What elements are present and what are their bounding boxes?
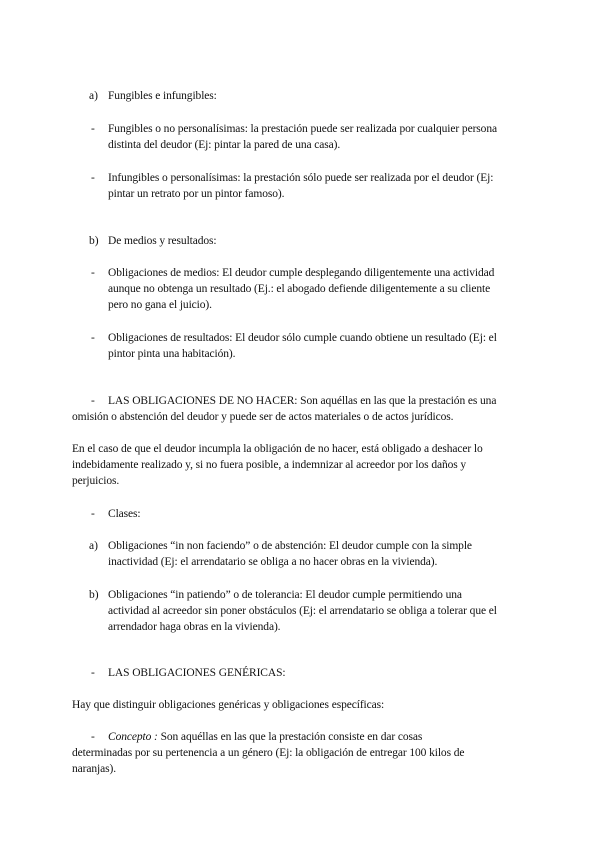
bullet-dash: -: [91, 267, 95, 279]
paragraph-line: Hay que distinguir obligaciones genéricas y obligaciones específicas:: [72, 699, 385, 711]
paragraph-line: Obligaciones “in patiendo” o de tolerancia: El deudor cumple permitiendo una: [108, 589, 462, 601]
bullet-dash: -: [91, 508, 95, 520]
paragraph-line: indebidamente realizado y, si no fuera posible, a indemnizar al acreedor por los daños y: [72, 459, 467, 471]
list-marker-a: a): [89, 90, 98, 102]
bullet-dash: -: [91, 667, 95, 679]
heading-medios-resultados: De medios y resultados:: [108, 235, 217, 247]
paragraph-line: [108, 729, 422, 745]
paragraph-line: En el caso de que el deudor incumpla la obligación de no hacer, está obligado a deshacer lo: [72, 443, 483, 455]
paragraph-line: pintar un retrato por un pintor famoso).: [108, 188, 285, 200]
paragraph-line: actividad al acreedor sin poner obstáculos (Ej: el arrendatario se obliga a tolerar que el: [108, 605, 497, 617]
list-marker-b: b): [89, 235, 99, 247]
bullet-dash: -: [91, 395, 95, 407]
paragraph-line: LAS OBLIGACIONES DE NO HACER: Son aquéllas en las que la prestación es una: [108, 395, 497, 407]
paragraph-line: distinta del deudor (Ej: pintar la pared de una casa).: [108, 139, 341, 151]
paragraph-line: pintor pinta una habitación).: [108, 348, 236, 360]
paragraph-line: Obligaciones de medios: El deudor cumple desplegando diligentemente una actividad: [108, 267, 495, 279]
paragraph-line: arrendador haga obras en la vivienda).: [108, 621, 281, 633]
paragraph-line: Fungibles o no personalísimas: la prestación puede ser realizada por cualquier persona: [108, 123, 497, 135]
bullet-dash: -: [91, 731, 95, 743]
paragraph-line: naranjas).: [72, 763, 117, 775]
paragraph-line: Obligaciones de resultados: El deudor sólo cumple cuando obtiene un resultado (Ej: el: [108, 332, 497, 344]
heading-genericas: LAS OBLIGACIONES GENÉRICAS:: [108, 667, 286, 679]
concepto-text: Son aquéllas en las que la prestación consiste en dar cosas: [160, 731, 423, 743]
paragraph-line: pero no gana el juicio).: [108, 299, 212, 311]
paragraph-line: aunque no obtenga un resultado (Ej.: el abogado defiende diligentemente a su cliente: [108, 283, 491, 295]
paragraph-line: Obligaciones “in non faciendo” o de abstención: El deudor cumple con la simple: [108, 540, 472, 552]
list-marker-b: b): [89, 589, 99, 601]
bullet-dash: -: [91, 332, 95, 344]
label-concepto: Concepto :: [108, 731, 158, 743]
label-clases: Clases:: [108, 508, 141, 520]
heading-fungibles: Fungibles e infungibles:: [108, 90, 217, 102]
list-marker-a: a): [89, 540, 98, 552]
paragraph-line: determinadas por su pertenencia a un género (Ej: la obligación de entregar 100 kilos de: [72, 747, 465, 759]
paragraph-line: inactividad (Ej: el arrendatario se obliga a no hacer obras en la vivienda).: [108, 556, 438, 568]
paragraph-line: omisión o abstención del deudor y puede ser de actos materiales o de actos jurídicos.: [72, 411, 454, 423]
bullet-dash: -: [91, 123, 95, 135]
bullet-dash: -: [91, 172, 95, 184]
paragraph-line: Infungibles o personalísimas: la prestación sólo puede ser realizada por el deudor (Ej:: [108, 172, 494, 184]
paragraph-line: perjuicios.: [72, 475, 120, 487]
